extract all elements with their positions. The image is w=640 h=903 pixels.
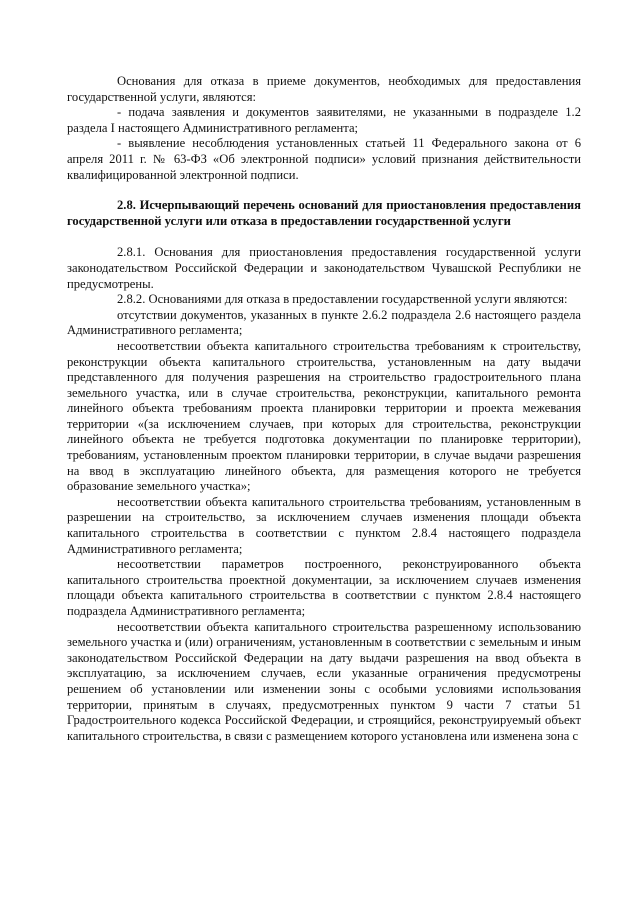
document-body bbox=[67, 74, 581, 744]
section-heading-2-8: 2.8. Исчерпывающий перечень оснований для приостановления предоставления государственной услуги или отказа в предоставлении государственной услуги bbox=[67, 198, 581, 228]
paragraph-2-8-2: 2.8.2. Основаниями для отказа в предоставлении государственной услуги являются: bbox=[117, 292, 568, 307]
intro-paragraph: Основания для отказа в приеме документов, необходимых для предоставления государственной услуги, являются: bbox=[67, 74, 581, 104]
ground-item-3: несоответствии объекта капитального строительства требованиям, установленным в разрешении на строительство, за исключением случаев изменения площади объекта капитального строительства в соответствии с пунктом 2.8.4 настоящего подраздела Административного регламента; bbox=[67, 494, 581, 556]
ground-item-5: несоответствии объекта капитального строительства разрешенному использованию земельного участка и (или) ограничениям, установленным в соответствии с земельным и иным законодательством Российской Федерации на дату выдачи разрешения на ввод объекта в эксплуатацию, за исключением случаев, если указанные ограничения предусмотрены решением об установлении или изменении зоны с особыми условиями использования территории, принятым в случаях, предусмотренных пунктом 9 части 7 статьи 51 Градостроительного кодекса Российской Федерации, и строящийся, реконструируемый объект капитального строительства, в связи с размещением которого установлена или изменена зона с bbox=[67, 619, 581, 743]
ground-item-4: несоответствии параметров построенного, реконструированного объекта капитального строительства проектной документации, за исключением случаев изменения площади объекта капитального строительства в соответствии с пунктом 2.8.4 настоящего подраздела Административного регламента; bbox=[67, 557, 581, 618]
ground-item-1: отсутствии документов, указанных в пункте 2.6.2 подраздела 2.6 настоящего раздела Административного регламента; bbox=[67, 307, 581, 338]
intro-item-1: - подача заявления и документов заявителями, не указанными в подразделе 1.2 раздела I настоящего Административного регламента; bbox=[67, 105, 581, 135]
paragraph-2-8-1: 2.8.1. Основания для приостановления предоставления государственной услуги законодательством Российской Федерации и законодательством Чувашской Республики не предусмотрены. bbox=[67, 245, 581, 291]
ground-item-2: несоответствии объекта капитального строительства требованиям к строительству, реконструкции объекта капитального строительства, установленным на дату выдачи представленного для получения разрешения на строительство градостроительного плана земельного участка, или в случае строительства, реконструкции, капитального ремонта линейного объекта требованиям проекта планировки территории и проекта межевания территории «(за исключением случаев, при которых для строительства, реконструкции линейного объекта не требуется подготовка документации по планировке территории), требованиям, установленным проектом планировки территории, в случае выдачи разрешения на ввод в эксплуатацию линейного объекта, для размещения которого не требуется образование земельного участка»; bbox=[67, 338, 581, 494]
intro-item-2: - выявление несоблюдения установленных статьей 11 Федерального закона от 6 апреля 2011 г. № 63-ФЗ «Об электронной подписи» условий признания действительности квалифицированной электронной подписи. bbox=[67, 136, 581, 182]
